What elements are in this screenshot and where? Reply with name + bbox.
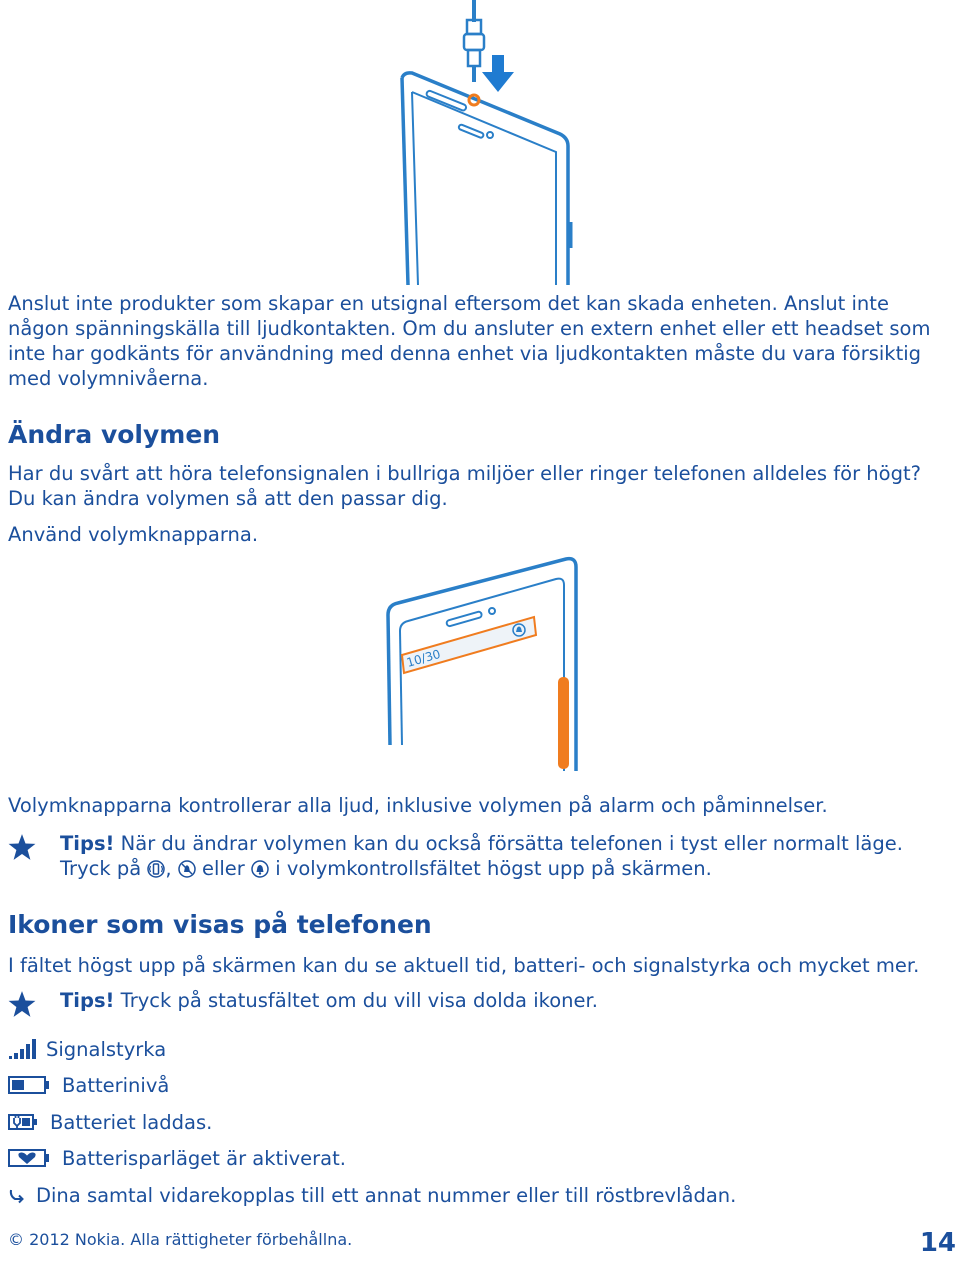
volume-tip [60,831,956,881]
tip-label: Tips! [60,989,115,1012]
star-icon [8,990,36,1018]
tip-sep1: , [165,857,178,880]
battery-level-icon [8,1075,50,1095]
tip-text-part1: När du ändrar volymen kan du också försätta telefonen i tyst eller normalt läge. Tryck på [60,832,903,880]
icons-tip [60,988,956,1013]
volume-bar-label: 10/30 [404,646,443,670]
list-item [8,1035,166,1063]
list-item [8,1181,736,1209]
icons-body-text: I fältet högst upp på skärmen kan du se aktuell tid, batteri- och signalstyrka och mycket mer. [8,954,920,977]
list-item [8,1108,212,1136]
tip-text-part2: i volymkontrollsfältet högst upp på skärmen. [269,857,712,880]
tip-sep2: eller [195,857,251,880]
ringer-icon[interactable] [251,860,269,878]
list-item [8,1071,169,1099]
silent-icon[interactable] [178,860,196,878]
list-item-label: Dina samtal vidarekopplas till ett annat nummer eller till röstbrevlådan. [36,1183,737,1207]
list-item-label: Batterisparläget är aktiverat. [62,1146,346,1170]
footer-copyright: © 2012 Nokia. Alla rättigheter förbehållna. [8,1230,353,1249]
tip-label: Tips! [60,832,115,855]
list-item-label: Batterinivå [62,1073,170,1097]
signal-strength-icon [8,1038,36,1060]
list-item-label: Batteriet laddas. [50,1110,213,1134]
vibrate-icon[interactable] [147,860,165,878]
tip-text: Tryck på statusfältet om du vill visa dolda ikoner. [114,989,598,1012]
volume-body-text: Har du svårt att höra telefonsignalen i bullriga miljöer eller ringer telefonen alldeles för högt? Du kan ändra volymen så att den passar dig. [8,462,921,510]
section-heading-volume: Ändra volymen [8,420,221,449]
volume-keys-illustration [380,555,600,785]
page-number: 14 [919,1228,956,1258]
star-icon [8,833,36,861]
volume-caption: Volymknapparna kontrollerar alla ljud, inklusive volymen på alarm och påminnelser. [8,794,828,817]
volume-instruction: Använd volymknapparna. [8,523,259,546]
battery-saver-icon [8,1148,50,1168]
call-forward-icon [8,1186,26,1204]
battery-charging-icon [8,1112,38,1132]
section-heading-icons: Ikoner som visas på telefonen [8,910,432,939]
list-item-label: Signalstyrka [46,1037,167,1061]
headset-connector-illustration [380,0,580,285]
list-item [8,1144,346,1172]
intro-paragraph: Anslut inte produkter som skapar en utsignal eftersom det kan skada enheten. Anslut inte någon spänningskälla till ljudkontakten. Om du ansluter en extern enhet eller ett headset som inte har godkänts för användning med denna enhet via ljudkontakten måste du vara försiktig med volymnivåerna. [8,292,931,390]
